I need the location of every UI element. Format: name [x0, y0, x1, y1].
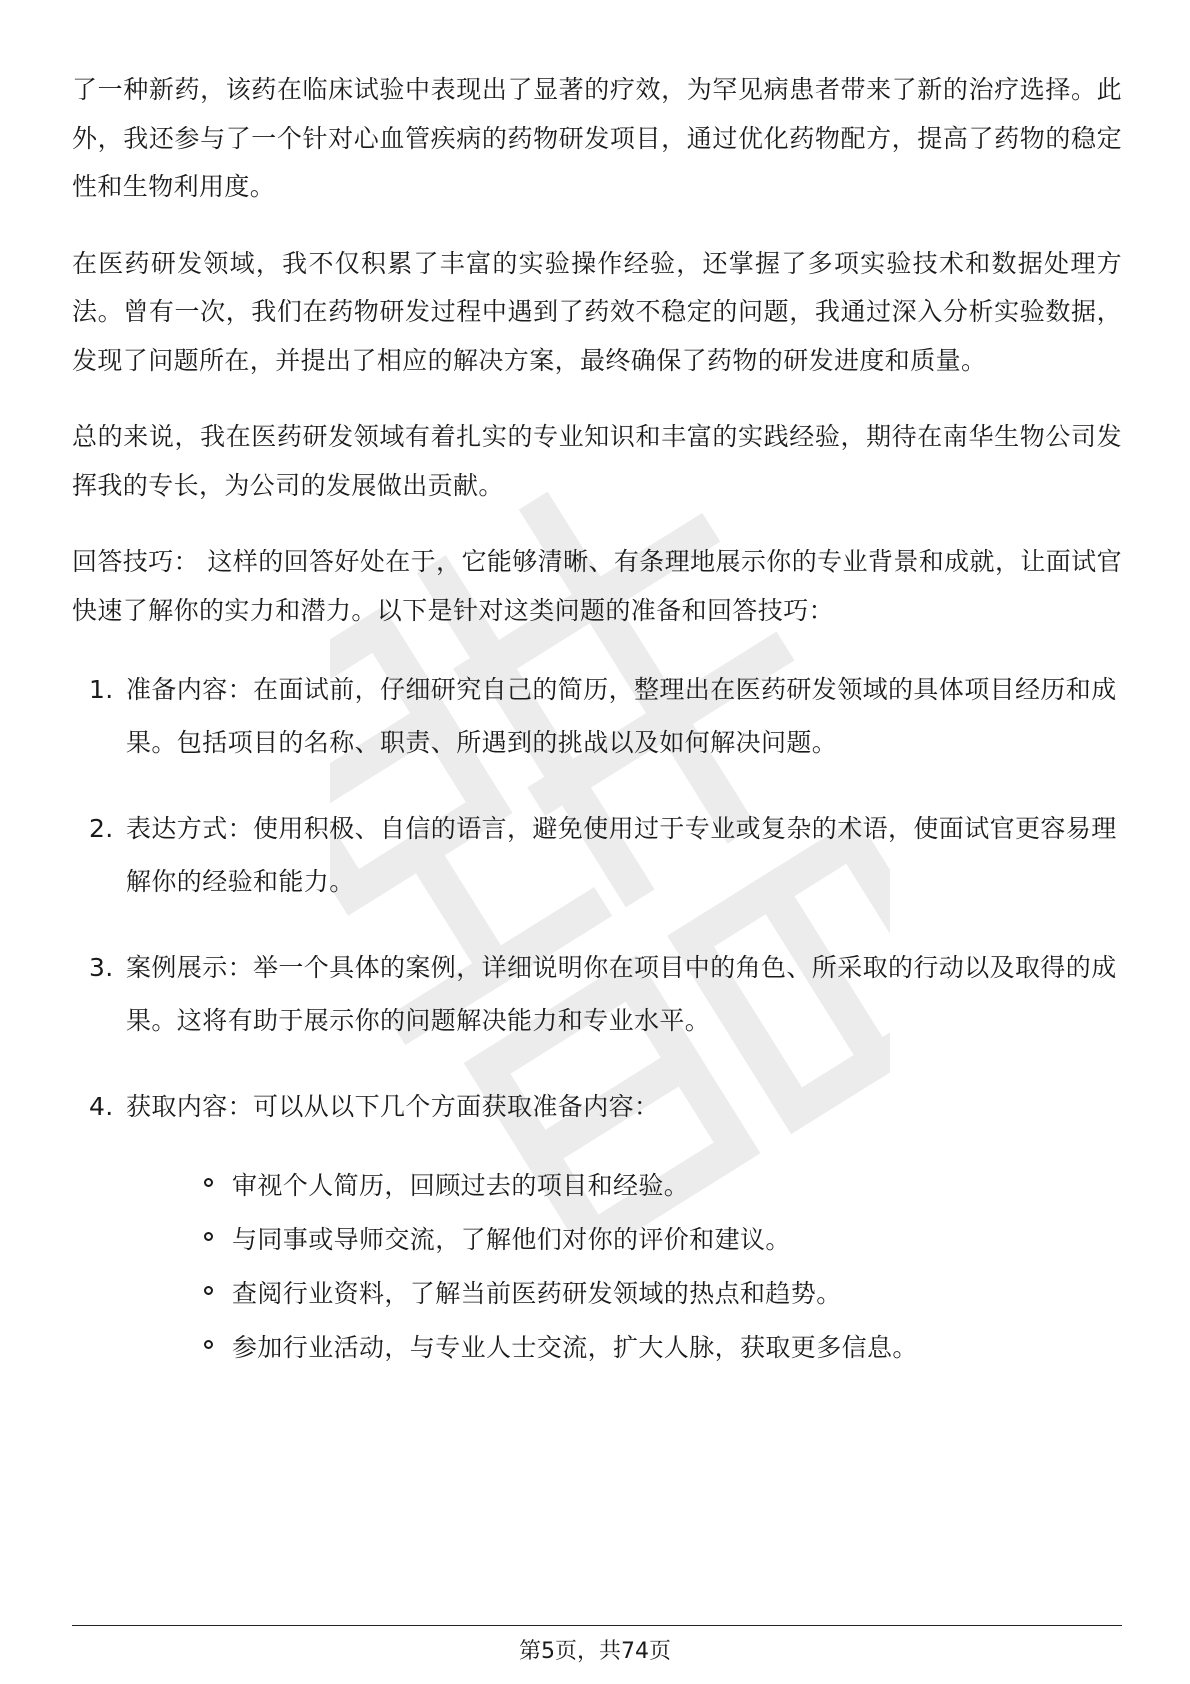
- document-page: [72, 66, 1122, 1408]
- sublist-item-text: 查阅行业资料，了解当前医药研发领域的热点和趋势。: [232, 1279, 842, 1308]
- list-item: [72, 802, 1122, 908]
- list-number: 3.: [89, 953, 114, 982]
- circle-bullet-icon: [204, 1232, 213, 1241]
- sublist-item-text: 与同事或导师交流，了解他们对你的评价和建议。: [232, 1225, 791, 1254]
- paragraph-project-experience: 了一种新药，该药在临床试验中表现出了显著的疗效，为罕见病患者带来了新的治疗选择。此外，我还参与了一个针对心血管疾病的药物研发项目，通过优化药物配方，提高了药物的稳定性和生物利用度。: [72, 75, 1122, 201]
- list-number: 4.: [89, 1092, 114, 1121]
- tips-list: [72, 663, 1122, 1375]
- sublist-item: [126, 1159, 1122, 1213]
- list-number: 2.: [89, 814, 114, 843]
- sublist-item: [126, 1267, 1122, 1321]
- list-number: 1.: [89, 675, 114, 704]
- paragraph-answer-tips: 回答技巧： 这样的回答好处在于，它能够清晰、有条理地展示你的专业背景和成就，让面试官快速了解你的实力和潜力。以下是针对这类问题的准备和回答技巧：: [72, 547, 1122, 625]
- list-item: [72, 663, 1122, 769]
- sublist-item: [126, 1213, 1122, 1267]
- sublist-item-text: 审视个人简历，回顾过去的项目和经验。: [232, 1171, 690, 1200]
- list-item-text: 获取内容：可以从以下几个方面获取准备内容：: [126, 1092, 660, 1121]
- circle-bullet-icon: [204, 1340, 213, 1349]
- sublist-item-text: 参加行业活动，与专业人士交流，扩大人脉，获取更多信息。: [232, 1333, 918, 1362]
- circle-bullet-icon: [204, 1178, 213, 1187]
- list-item-text: 准备内容：在面试前，仔细研究自己的简历，整理出在医药研发领域的具体项目经历和成果。包括项目的名称、职责、所遇到的挑战以及如何解决问题。: [126, 675, 1117, 757]
- sources-sublist: [126, 1159, 1122, 1375]
- list-item: [72, 941, 1122, 1047]
- paragraph-rd-skills: 在医药研发领域，我不仅积累了丰富的实验操作经验，还掌握了多项实验技术和数据处理方法。曾有一次，我们在药物研发过程中遇到了药效不稳定的问题，我通过深入分析实验数据，发现了问题所在，并提出了相应的解决方案，最终确保了药物的研发进度和质量。: [72, 248, 1122, 375]
- page-number: 第5页，共74页: [519, 1639, 671, 1664]
- list-item: [72, 1080, 1122, 1375]
- sublist-item: [126, 1321, 1122, 1375]
- footer-divider: [72, 1625, 1122, 1626]
- list-item-text: 表达方式：使用积极、自信的语言，避免使用过于专业或复杂的术语，使面试官更容易理解你的经验和能力。: [126, 814, 1117, 896]
- paragraph-summary: 总的来说，我在医药研发领域有着扎实的专业知识和丰富的实践经验，期待在南华生物公司发挥我的专长，为公司的发展做出贡献。: [72, 422, 1122, 500]
- circle-bullet-icon: [204, 1286, 213, 1295]
- list-item-text: 案例展示：举一个具体的案例，详细说明你在项目中的角色、所采取的行动以及取得的成果。这将有助于展示你的问题解决能力和专业水平。: [126, 953, 1117, 1035]
